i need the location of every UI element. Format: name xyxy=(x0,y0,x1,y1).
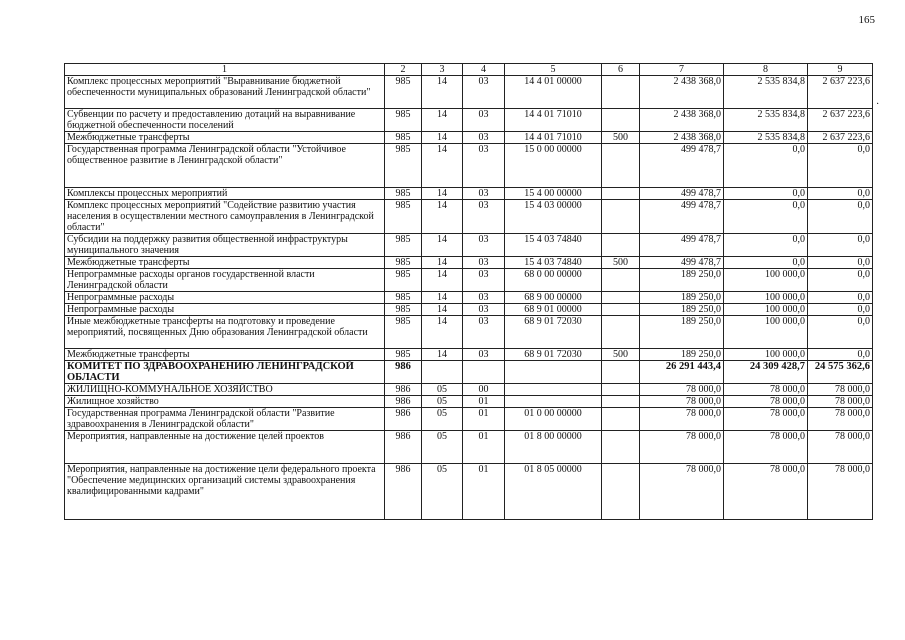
section-code: 14 xyxy=(422,76,463,109)
amount-year-2: 100 000,0 xyxy=(724,316,808,349)
amount-year-2: 0,0 xyxy=(724,234,808,257)
amount-year-2: 2 535 834,8 xyxy=(724,132,808,144)
amount-year-2: 0,0 xyxy=(724,257,808,269)
amount-year-3: 0,0 xyxy=(808,316,873,349)
subsection-code: 03 xyxy=(463,269,505,292)
amount-year-1: 189 250,0 xyxy=(640,269,724,292)
admin-code: 985 xyxy=(385,188,422,200)
expense-type xyxy=(602,408,640,431)
row-name: Непрограммные расходы органов государственной власти Ленинградской области xyxy=(65,269,385,292)
amount-year-1: 499 478,7 xyxy=(640,144,724,188)
target-article: 14 4 01 71010 xyxy=(505,109,602,132)
amount-year-3: 2 637 223,6 xyxy=(808,109,873,132)
amount-year-2: 78 000,0 xyxy=(724,464,808,520)
table-row xyxy=(65,292,873,304)
amount-year-2: 78 000,0 xyxy=(724,396,808,408)
target-article: 68 9 01 72030 xyxy=(505,349,602,361)
column-header: 9 xyxy=(808,64,873,76)
target-article: 68 9 00 00000 xyxy=(505,292,602,304)
admin-code: 986 xyxy=(385,361,422,384)
row-name: Комплекс процессных мероприятий "Содействие развитию участия населения в осуществлении местного самоуправления в Ленинградской области" xyxy=(65,200,385,234)
expense-type xyxy=(602,234,640,257)
row-name: Межбюджетные трансферты xyxy=(65,349,385,361)
table-row xyxy=(65,361,873,384)
margin-mark: · xyxy=(876,99,880,110)
admin-code: 986 xyxy=(385,384,422,396)
subsection-code: 01 xyxy=(463,464,505,520)
amount-year-1: 499 478,7 xyxy=(640,257,724,269)
subsection-code xyxy=(463,361,505,384)
amount-year-1: 78 000,0 xyxy=(640,408,724,431)
expense-type xyxy=(602,144,640,188)
amount-year-3: 78 000,0 xyxy=(808,431,873,464)
target-article: 01 0 00 00000 xyxy=(505,408,602,431)
subsection-code: 03 xyxy=(463,200,505,234)
amount-year-3: 2 637 223,6 xyxy=(808,76,873,109)
subsection-code: 01 xyxy=(463,431,505,464)
target-article: 15 0 00 00000 xyxy=(505,144,602,188)
expense-type: 500 xyxy=(602,349,640,361)
amount-year-2: 0,0 xyxy=(724,188,808,200)
admin-code: 985 xyxy=(385,304,422,316)
amount-year-3: 0,0 xyxy=(808,234,873,257)
amount-year-1: 78 000,0 xyxy=(640,431,724,464)
admin-code: 985 xyxy=(385,200,422,234)
subsection-code: 03 xyxy=(463,304,505,316)
admin-code: 986 xyxy=(385,396,422,408)
admin-code: 985 xyxy=(385,316,422,349)
amount-year-2: 78 000,0 xyxy=(724,408,808,431)
row-name: Комплекс процессных мероприятий "Выравнивание бюджетной обеспеченности муниципальных образований Ленинградской области" xyxy=(65,76,385,109)
row-name: Непрограммные расходы xyxy=(65,304,385,316)
admin-code: 985 xyxy=(385,109,422,132)
expense-type xyxy=(602,304,640,316)
column-header: 5 xyxy=(505,64,602,76)
admin-code: 985 xyxy=(385,269,422,292)
table-row xyxy=(65,234,873,257)
target-article: 14 4 01 71010 xyxy=(505,132,602,144)
subsection-code: 03 xyxy=(463,144,505,188)
section-code: 05 xyxy=(422,384,463,396)
row-name: КОМИТЕТ ПО ЗДРАВООХРАНЕНИЮ ЛЕНИНГРАДСКОЙ ОБЛАСТИ xyxy=(65,361,385,384)
section-code: 14 xyxy=(422,257,463,269)
table-row xyxy=(65,257,873,269)
amount-year-3: 0,0 xyxy=(808,188,873,200)
row-name: Мероприятия, направленные на достижение целей проектов xyxy=(65,431,385,464)
admin-code: 986 xyxy=(385,431,422,464)
section-code: 05 xyxy=(422,431,463,464)
amount-year-2: 0,0 xyxy=(724,144,808,188)
amount-year-1: 2 438 368,0 xyxy=(640,132,724,144)
target-article: 01 8 00 00000 xyxy=(505,431,602,464)
admin-code: 986 xyxy=(385,464,422,520)
amount-year-3: 0,0 xyxy=(808,304,873,316)
amount-year-3: 0,0 xyxy=(808,144,873,188)
subsection-code: 03 xyxy=(463,132,505,144)
row-name: Субсидии на поддержку развития общественной инфраструктуры муниципального значения xyxy=(65,234,385,257)
section-code: 14 xyxy=(422,109,463,132)
expense-type xyxy=(602,200,640,234)
target-article: 68 9 01 72030 xyxy=(505,316,602,349)
row-name: Иные межбюджетные трансферты на подготовку и проведение мероприятий, посвященных Дню образования Ленинградской области xyxy=(65,316,385,349)
table-row xyxy=(65,408,873,431)
row-name: Государственная программа Ленинградской области "Развитие здравоохранения в Ленинградской области" xyxy=(65,408,385,431)
section-code: 14 xyxy=(422,269,463,292)
amount-year-1: 26 291 443,4 xyxy=(640,361,724,384)
subsection-code: 01 xyxy=(463,396,505,408)
amount-year-1: 78 000,0 xyxy=(640,396,724,408)
section-code: 14 xyxy=(422,349,463,361)
amount-year-2: 2 535 834,8 xyxy=(724,109,808,132)
expense-type xyxy=(602,464,640,520)
column-header: 4 xyxy=(463,64,505,76)
section-code: 14 xyxy=(422,144,463,188)
target-article: 14 4 01 00000 xyxy=(505,76,602,109)
amount-year-1: 78 000,0 xyxy=(640,464,724,520)
row-name: Межбюджетные трансферты xyxy=(65,257,385,269)
expense-type xyxy=(602,384,640,396)
target-article: 15 4 00 00000 xyxy=(505,188,602,200)
amount-year-1: 189 250,0 xyxy=(640,316,724,349)
table-row xyxy=(65,464,873,520)
amount-year-3: 24 575 362,6 xyxy=(808,361,873,384)
row-name: Жилищное хозяйство xyxy=(65,396,385,408)
amount-year-3: 78 000,0 xyxy=(808,384,873,396)
amount-year-1: 78 000,0 xyxy=(640,384,724,396)
target-article: 68 0 00 00000 xyxy=(505,269,602,292)
expense-type xyxy=(602,269,640,292)
section-code: 14 xyxy=(422,304,463,316)
table-row xyxy=(65,109,873,132)
amount-year-3: 78 000,0 xyxy=(808,464,873,520)
section-code: 14 xyxy=(422,188,463,200)
expense-type xyxy=(602,396,640,408)
section-code: 14 xyxy=(422,316,463,349)
amount-year-2: 2 535 834,8 xyxy=(724,76,808,109)
amount-year-3: 78 000,0 xyxy=(808,408,873,431)
amount-year-1: 499 478,7 xyxy=(640,188,724,200)
amount-year-2: 100 000,0 xyxy=(724,292,808,304)
admin-code: 985 xyxy=(385,349,422,361)
admin-code: 985 xyxy=(385,76,422,109)
admin-code: 985 xyxy=(385,257,422,269)
section-code xyxy=(422,361,463,384)
row-name: Субвенции по расчету и предоставлению дотаций на выравнивание бюджетной обеспеченности поселений xyxy=(65,109,385,132)
table-row xyxy=(65,144,873,188)
expense-type xyxy=(602,188,640,200)
column-header: 3 xyxy=(422,64,463,76)
section-code: 05 xyxy=(422,396,463,408)
admin-code: 985 xyxy=(385,292,422,304)
admin-code: 985 xyxy=(385,234,422,257)
row-name: Государственная программа Ленинградской области "Устойчивое общественное развитие в Ленинградской области" xyxy=(65,144,385,188)
amount-year-2: 100 000,0 xyxy=(724,269,808,292)
target-article: 01 8 05 00000 xyxy=(505,464,602,520)
amount-year-3: 0,0 xyxy=(808,200,873,234)
subsection-code: 03 xyxy=(463,234,505,257)
amount-year-3: 2 637 223,6 xyxy=(808,132,873,144)
amount-year-3: 0,0 xyxy=(808,349,873,361)
amount-year-2: 78 000,0 xyxy=(724,384,808,396)
target-article: 15 4 03 74840 xyxy=(505,257,602,269)
amount-year-1: 499 478,7 xyxy=(640,200,724,234)
target-article xyxy=(505,384,602,396)
amount-year-1: 2 438 368,0 xyxy=(640,109,724,132)
row-name: Мероприятия, направленные на достижение цели федерального проекта "Обеспечение медицинских организаций системы здравоохранения квалифицированными кадрами" xyxy=(65,464,385,520)
table-row xyxy=(65,269,873,292)
section-code: 05 xyxy=(422,408,463,431)
expense-type: 500 xyxy=(602,132,640,144)
column-header: 7 xyxy=(640,64,724,76)
expense-type: 500 xyxy=(602,257,640,269)
amount-year-1: 189 250,0 xyxy=(640,304,724,316)
expense-type xyxy=(602,316,640,349)
subsection-code: 03 xyxy=(463,109,505,132)
table-row xyxy=(65,431,873,464)
amount-year-3: 0,0 xyxy=(808,269,873,292)
amount-year-3: 78 000,0 xyxy=(808,396,873,408)
target-article xyxy=(505,361,602,384)
amount-year-1: 2 438 368,0 xyxy=(640,76,724,109)
subsection-code: 00 xyxy=(463,384,505,396)
table-row xyxy=(65,304,873,316)
table-row xyxy=(65,384,873,396)
table-row xyxy=(65,349,873,361)
expense-type xyxy=(602,292,640,304)
column-header: 1 xyxy=(65,64,385,76)
amount-year-1: 189 250,0 xyxy=(640,292,724,304)
expense-type xyxy=(602,431,640,464)
budget-table xyxy=(64,63,873,520)
target-article: 15 4 03 74840 xyxy=(505,234,602,257)
column-header: 2 xyxy=(385,64,422,76)
expense-type xyxy=(602,76,640,109)
subsection-code: 03 xyxy=(463,316,505,349)
row-name: ЖИЛИЩНО-КОММУНАЛЬНОЕ ХОЗЯЙСТВО xyxy=(65,384,385,396)
table-row xyxy=(65,396,873,408)
amount-year-1: 499 478,7 xyxy=(640,234,724,257)
subsection-code: 03 xyxy=(463,188,505,200)
subsection-code: 03 xyxy=(463,76,505,109)
table-row xyxy=(65,188,873,200)
amount-year-2: 100 000,0 xyxy=(724,349,808,361)
expense-type xyxy=(602,361,640,384)
amount-year-1: 189 250,0 xyxy=(640,349,724,361)
amount-year-3: 0,0 xyxy=(808,292,873,304)
row-name: Комплексы процессных мероприятий xyxy=(65,188,385,200)
section-code: 05 xyxy=(422,464,463,520)
target-article xyxy=(505,396,602,408)
target-article: 15 4 03 00000 xyxy=(505,200,602,234)
row-name: Непрограммные расходы xyxy=(65,292,385,304)
row-name: Межбюджетные трансферты xyxy=(65,132,385,144)
table-row xyxy=(65,76,873,109)
expense-type xyxy=(602,109,640,132)
amount-year-2: 78 000,0 xyxy=(724,431,808,464)
page-number: 165 xyxy=(858,14,875,26)
subsection-code: 01 xyxy=(463,408,505,431)
amount-year-2: 0,0 xyxy=(724,200,808,234)
subsection-code: 03 xyxy=(463,349,505,361)
section-code: 14 xyxy=(422,234,463,257)
column-header: 6 xyxy=(602,64,640,76)
table-header-row xyxy=(65,64,873,76)
admin-code: 985 xyxy=(385,132,422,144)
subsection-code: 03 xyxy=(463,292,505,304)
amount-year-2: 24 309 428,7 xyxy=(724,361,808,384)
admin-code: 986 xyxy=(385,408,422,431)
section-code: 14 xyxy=(422,132,463,144)
amount-year-2: 100 000,0 xyxy=(724,304,808,316)
admin-code: 985 xyxy=(385,144,422,188)
subsection-code: 03 xyxy=(463,257,505,269)
table-row xyxy=(65,200,873,234)
table-row xyxy=(65,132,873,144)
target-article: 68 9 01 00000 xyxy=(505,304,602,316)
amount-year-3: 0,0 xyxy=(808,257,873,269)
column-header: 8 xyxy=(724,64,808,76)
table-row xyxy=(65,316,873,349)
section-code: 14 xyxy=(422,292,463,304)
section-code: 14 xyxy=(422,200,463,234)
